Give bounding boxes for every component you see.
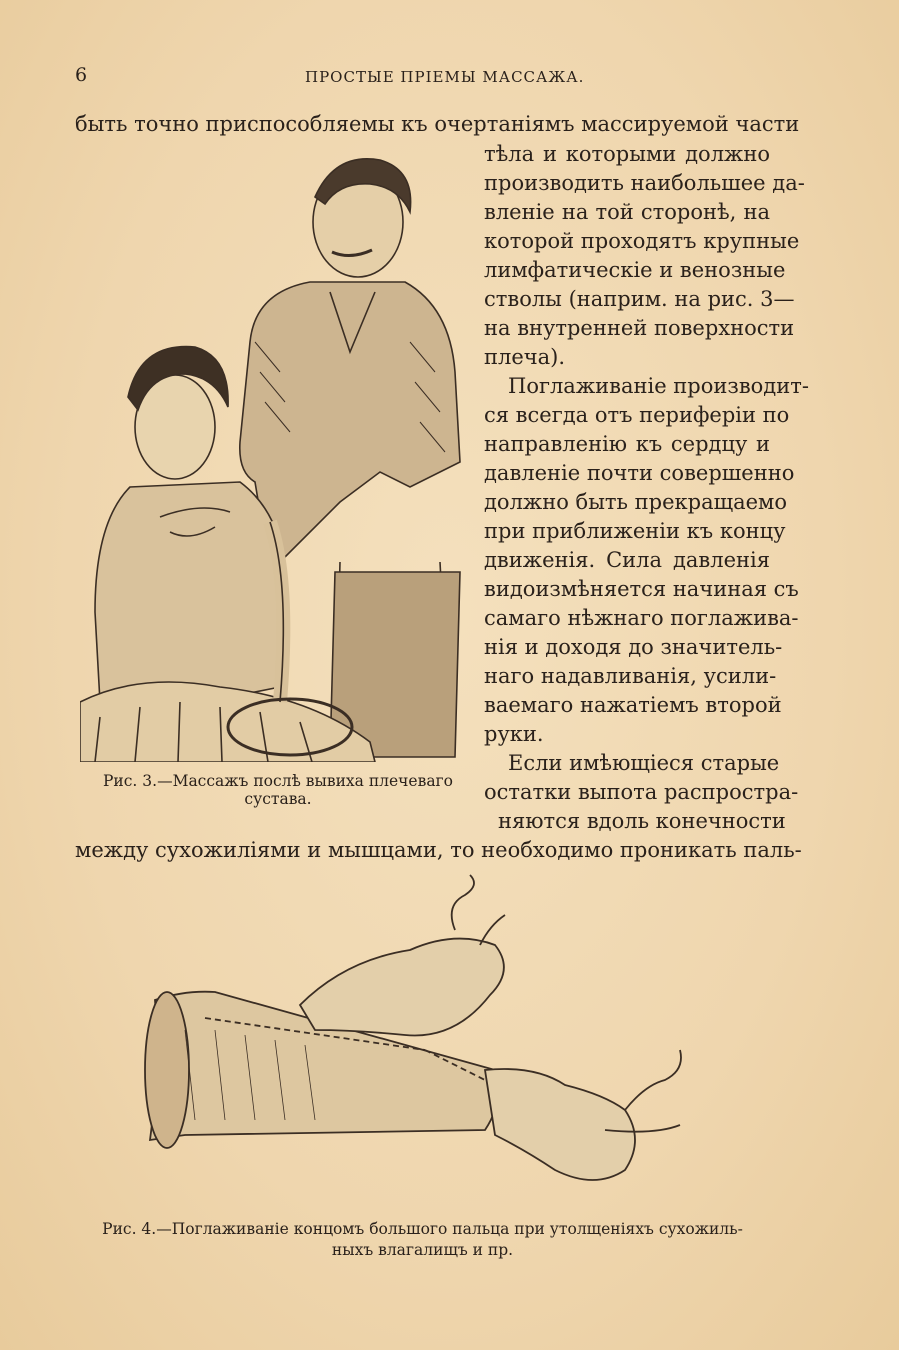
col-line: наго надавливанія, усили- bbox=[484, 664, 777, 688]
col-line: самаго нѣжнаго поглажива- bbox=[484, 606, 799, 630]
figure-3-caption-line2: сустава. bbox=[244, 790, 312, 808]
col-line: на внутренней поверхности bbox=[484, 316, 795, 340]
col-line: вленіе на той сторонѣ, на bbox=[484, 200, 770, 224]
col-line: нія и доходя до значитель- bbox=[484, 635, 783, 659]
col-line: няются вдоль конечности bbox=[498, 809, 786, 833]
col-line: должно быть прекращаемо bbox=[484, 490, 788, 514]
figure-3-illustration bbox=[80, 142, 470, 762]
col-line: при приближеніи къ концу bbox=[484, 519, 786, 543]
col-line: лимфатическіе и венозные bbox=[484, 258, 786, 282]
body-line-bottom: между сухожиліями и мышцами, то необходимо проникать паль- bbox=[75, 838, 802, 862]
figure-4-caption-line2: ныхъ влагалищъ и пр. bbox=[331, 1241, 514, 1259]
col-line: плеча). bbox=[484, 345, 566, 369]
running-title: ПРОСТЫЕ ПРІЕМЫ МАССАЖА. bbox=[305, 68, 585, 86]
col-line: ваемаго нажатіемъ второй bbox=[484, 693, 782, 717]
col-line: движенія. Сила давленія bbox=[484, 548, 770, 572]
col-line: производить наибольшее да- bbox=[484, 171, 805, 195]
col-line: направленію къ сердцу и bbox=[484, 432, 770, 456]
col-line: тѣла и которыми должно bbox=[484, 142, 770, 166]
figure-4-caption-line1: Рис. 4.—Поглаживаніе концомъ большого пальца при утолщеніяхъ сухожиль- bbox=[102, 1220, 743, 1238]
col-line: которой проходятъ крупные bbox=[484, 229, 800, 253]
col-line: остатки выпота распростра- bbox=[484, 780, 799, 804]
body-line-top: быть точно приспособляемы къ очертаніямъ массируемой части bbox=[75, 112, 800, 136]
col-line: ся всегда отъ периферіи по bbox=[484, 403, 790, 427]
col-line: видоизмѣняется начиная съ bbox=[484, 577, 799, 601]
figure-4-illustration bbox=[125, 870, 700, 1210]
figure-3-caption-line1: Рис. 3.—Массажъ послѣ вывиха плечеваго bbox=[102, 772, 454, 790]
page-number: 6 bbox=[75, 64, 89, 86]
col-line: Поглаживаніе производит- bbox=[508, 374, 809, 398]
col-line: руки. bbox=[484, 722, 544, 746]
col-line: стволы (наприм. на рис. 3— bbox=[484, 287, 795, 311]
col-line: Если имѣющіеся старые bbox=[508, 751, 780, 775]
col-line: давленіе почти совершенно bbox=[484, 461, 795, 485]
